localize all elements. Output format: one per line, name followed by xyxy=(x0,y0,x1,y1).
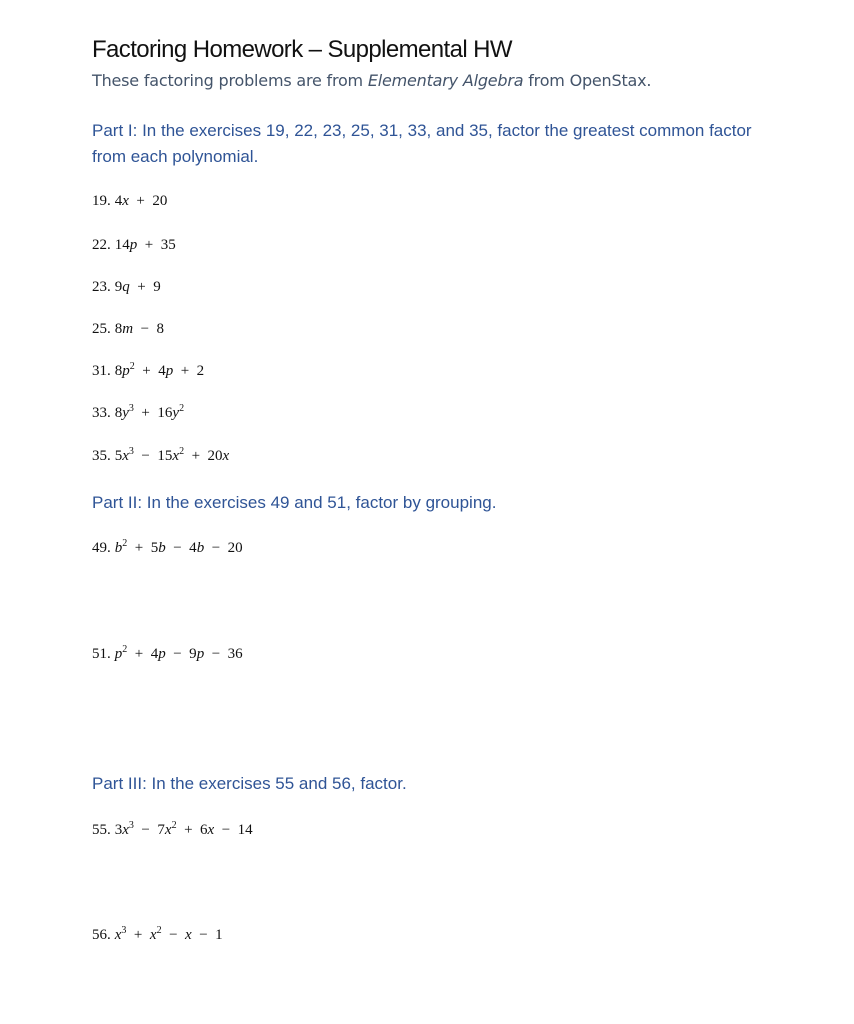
page-title: Factoring Homework – Supplemental HW xyxy=(92,36,512,63)
exercise-25: 25. 8m − 8 xyxy=(92,321,165,337)
exercise-19: 19. 4x + 20 xyxy=(92,193,168,209)
subtitle-book-title: Elementary Algebra xyxy=(367,71,524,90)
subtitle-suffix: from OpenStax. xyxy=(523,71,652,90)
exercise-expression: 8m − 8 xyxy=(114,321,165,337)
exercise-expression: $x^3 + x^2 - x - 1$ xyxy=(114,925,223,943)
exercise-expression: 4x + 20 xyxy=(114,193,168,209)
exercise-expression: $3x^3 - 7x^2 + 6x - 14$ xyxy=(114,820,253,838)
part-2-heading: Part II: In the exercises 49 and 51, factor by grouping. xyxy=(92,493,497,512)
page-subtitle xyxy=(92,71,651,90)
exercise-expression: $5x^3 - 15x^2 + 20x$ xyxy=(114,446,230,464)
exercise-35: 35. $5x^3 - 15x^2 + 20x$ xyxy=(92,446,230,464)
exercise-expression: 9q + 9 xyxy=(114,279,161,295)
exercise-expression: $b^2 + 5b - 4b - 20$ xyxy=(114,538,243,556)
exercise-49: 49. $b^2 + 5b - 4b - 20$ xyxy=(92,538,243,556)
exercise-33: 33. $8y^3 + 16y^2$ xyxy=(92,403,185,421)
exercise-51: 51. $p^2 + 4p - 9p - 36$ xyxy=(92,644,243,662)
exercise-22: 22. 14p + 35 xyxy=(92,237,176,253)
part-1-heading: Part I: In the exercises 19, 22, 23, 25, 31, 33, and 35, factor the greatest common factor from each polynomial. xyxy=(92,121,752,166)
exercise-expression: 14p + 35 xyxy=(114,237,176,253)
part-3-heading: Part III: In the exercises 55 and 56, factor. xyxy=(92,774,407,793)
exercise-55: 55. $3x^3 - 7x^2 + 6x - 14$ xyxy=(92,820,253,838)
subtitle-prefix: These factoring problems are from xyxy=(92,71,368,90)
exercise-expression: $8y^3 + 16y^2$ xyxy=(114,403,185,421)
exercise-23: 23. 9q + 9 xyxy=(92,279,161,295)
exercise-56: 56. $x^3 + x^2 - x - 1$ xyxy=(92,925,223,943)
exercise-expression: $8p^2 + 4p + 2$ xyxy=(114,361,205,379)
exercise-expression: $p^2 + 4p - 9p - 36$ xyxy=(114,644,243,662)
exercise-31: 31. $8p^2 + 4p + 2$ xyxy=(92,361,205,379)
